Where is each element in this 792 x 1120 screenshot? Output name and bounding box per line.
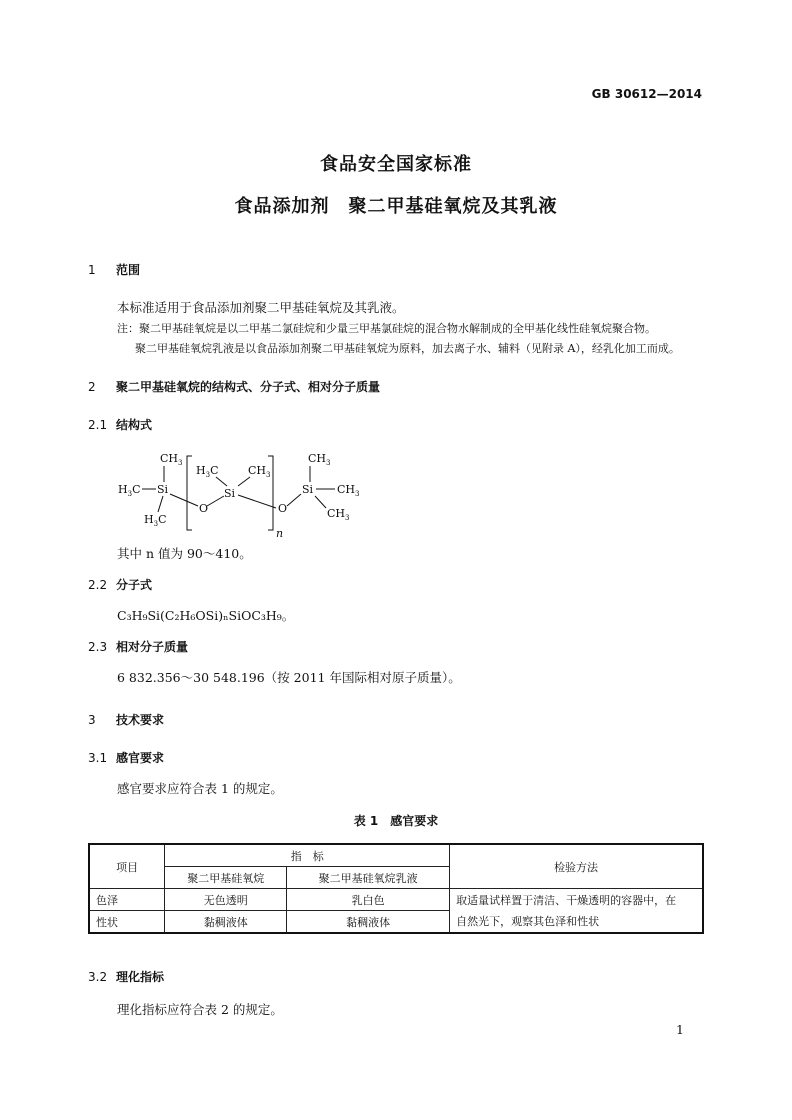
page-subtitle: 食品添加剂 聚二甲基硅氧烷及其乳液 <box>234 196 558 217</box>
h3c-left: $H_3C$ <box>118 483 141 498</box>
bond <box>158 496 163 512</box>
bond <box>287 494 301 506</box>
ch3-right-top: $CH_3$ <box>308 452 331 467</box>
bond <box>315 496 326 508</box>
page-title: 食品安全国家标准 <box>320 154 472 175</box>
section-title: 相对分子质量 <box>116 640 189 654</box>
section-number: 2.3 <box>88 640 108 654</box>
si-right: Si <box>302 483 314 496</box>
header-col-b: 聚二甲基硅氧烷乳液 <box>287 867 450 889</box>
bond <box>238 495 276 508</box>
section-number: 1 <box>88 263 96 277</box>
n-value-text: 其中 n 值为 90～410。 <box>117 546 252 561</box>
section-number: 2 <box>88 380 96 394</box>
section-number: 3.2 <box>88 970 108 984</box>
row-item: 色泽 <box>89 889 165 911</box>
method-line-1: 取适量试样置于清洁、干燥透明的容器中，在 <box>456 893 677 907</box>
section-3-1-heading <box>88 749 164 766</box>
method-cell <box>450 889 703 934</box>
method-line-2: 自然光下，观察其色泽和性状 <box>456 914 600 928</box>
row-b: 乳白色 <box>287 889 450 911</box>
section-number: 3.1 <box>88 751 108 765</box>
header-col-a: 聚二甲基硅氧烷 <box>165 867 287 889</box>
note-1: 注：聚二甲基硅氧烷是以二甲基二氯硅烷和少量三甲基氯硅烷的混合物水解制成的全甲基化线性硅氧烷聚合物。 <box>117 322 656 335</box>
oxygen-right: O <box>278 502 288 515</box>
molecular-mass: 6 832.356～30 548.196（按 2011 年国际相对原子质量）。 <box>117 670 461 685</box>
page-number: 1 <box>676 1022 684 1037</box>
row-b: 黏稠液体 <box>287 911 450 934</box>
physchem-paragraph: 理化指标应符合表 2 的规定。 <box>117 1002 283 1017</box>
section-2-heading <box>88 378 380 395</box>
section-1-heading <box>88 261 140 278</box>
table-1 <box>88 843 704 934</box>
oxygen-left: O <box>199 502 209 515</box>
row-a: 黏稠液体 <box>165 911 287 934</box>
h3c-left-bottom: $H_3C$ <box>144 513 167 528</box>
bond <box>170 494 198 506</box>
ch3-left-top: $CH_3$ <box>160 452 183 467</box>
section-number: 2.1 <box>88 418 108 432</box>
section-title: 分子式 <box>116 578 153 592</box>
bond <box>216 477 227 486</box>
bond <box>207 496 224 506</box>
section-title: 结构式 <box>116 418 153 432</box>
sensory-paragraph: 感官要求应符合表 1 的规定。 <box>117 781 283 796</box>
note-2: 聚二甲基硅氧烷乳液是以食品添加剂聚二甲基硅氧烷为原料，加去离子水、辅料（见附录 A），经乳化加工而成。 <box>135 342 680 355</box>
section-2-2-heading <box>88 576 152 593</box>
section-title: 范围 <box>116 263 141 277</box>
ch3-middle: $CH_3$ <box>248 464 271 479</box>
section-title: 理化指标 <box>116 970 165 984</box>
row-item: 性状 <box>89 911 165 934</box>
row-a: 无色透明 <box>165 889 287 911</box>
structural-formula <box>110 448 370 543</box>
scope-paragraph: 本标准适用于食品添加剂聚二甲基硅氧烷及其乳液。 <box>117 300 405 315</box>
section-2-1-heading <box>88 416 152 433</box>
section-2-3-heading <box>88 638 188 655</box>
repeat-n: n <box>276 527 284 540</box>
section-number: 2.2 <box>88 578 108 592</box>
header-method: 检验方法 <box>450 844 703 889</box>
molecular-formula: C₃H₉Si(C₂H₆OSi)ₙSiOC₃H₉。 <box>117 608 295 623</box>
bracket-right <box>268 456 273 530</box>
section-number: 3 <box>88 713 96 727</box>
standard-code: GB 30612—2014 <box>591 87 702 101</box>
header-item: 项目 <box>89 844 165 889</box>
bracket-left <box>187 456 192 530</box>
bond <box>238 477 250 486</box>
section-3-2-heading <box>88 968 164 985</box>
section-title: 技术要求 <box>116 713 165 727</box>
section-title: 聚二甲基硅氧烷的结构式、分子式、相对分子质量 <box>116 380 381 394</box>
si-left: Si <box>157 483 169 496</box>
header-index: 指 标 <box>165 844 450 867</box>
table-row <box>89 889 703 911</box>
ch3-right-bottom: $CH_3$ <box>327 507 350 522</box>
ch3-right: $CH_3$ <box>337 483 360 498</box>
section-title: 感官要求 <box>116 751 165 765</box>
table-1-caption: 表 1 感官要求 <box>353 814 439 828</box>
h3c-middle: $H_3C$ <box>196 464 219 479</box>
table-header-row <box>89 844 703 867</box>
si-middle: Si <box>224 487 236 500</box>
section-3-heading <box>88 711 164 728</box>
